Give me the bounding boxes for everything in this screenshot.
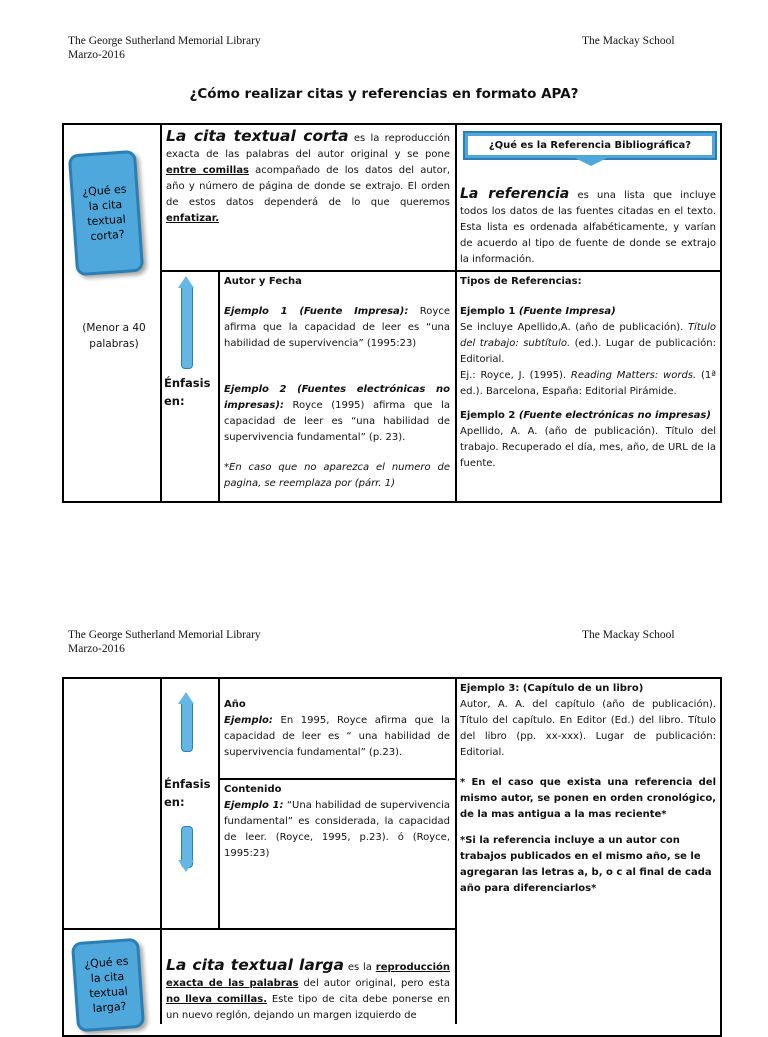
text: es la — [343, 962, 376, 973]
arrow-head-icon — [178, 692, 194, 704]
divider — [62, 928, 455, 930]
header-date: Marzo-2016 — [68, 643, 125, 655]
text: Ejemplo 1 — [460, 306, 516, 317]
menor-label: (Menor a 40 palabras) — [82, 322, 146, 350]
text: En 1995, Royce afirma que la capacidad de leer es “ una habilidad de supervivencia fundamental” (p.23). — [224, 715, 450, 758]
text: del autor original, pero esta — [298, 978, 451, 989]
badge-cita-corta — [68, 150, 144, 276]
arrow-up-icon — [181, 700, 193, 752]
text: Ejemplo 2 — [460, 410, 516, 421]
autor-fecha-label: Autor y Fecha — [224, 276, 302, 287]
divider — [218, 678, 220, 928]
nota-text: *En caso que no aparezca el numero de pagina, se reemplaza por (párr. 1) — [224, 462, 450, 489]
ref-title: La referencia — [460, 186, 570, 202]
arrow-head-icon — [178, 860, 194, 872]
text: Apellido, A. A. (año de publicación). Título del trabajo. Recuperado el día, mes, año, de URL de la fuente. — [460, 426, 716, 469]
library-name: The George Sutherland Memorial Library — [68, 629, 261, 641]
divider — [160, 124, 162, 502]
text: (Fuente Impresa) — [515, 306, 616, 317]
ref-text — [460, 186, 716, 268]
ej3-cell — [460, 681, 716, 897]
text: entre comillas — [166, 165, 250, 176]
cita-larga-text — [166, 957, 450, 1024]
text: (1ª ed.). Barcelona, España: Editorial Pirámide. — [460, 370, 716, 397]
divider — [455, 678, 457, 1024]
text: “Una habilidad de supervivencia fundamental” es considerada, la capacidad de leer. (Royce, 1995, p.23). ó (Royce, 1995:23) — [224, 800, 451, 859]
callout-pointer-icon — [575, 158, 607, 166]
enfasis-label: Énfasis en: — [164, 777, 211, 809]
text: Ejemplo: — [224, 715, 273, 726]
nota-mismo-anio: *Si la referencia incluye a un autor con trabajos publicados en el mismo año, se le agregaran las letras a, b, o c al final de cada año para diferenciarlos* — [460, 835, 712, 894]
text: Autor, A. A. del capítulo (año de publicación). Título del capítulo. En Editor (Ed.) del libro. Título del libro (pp. xx-xxx). Lugar de publicación: Editorial. — [460, 699, 716, 758]
text: Este tipo de cita debe ponerse en un nuevo reglón, dejando un margen izquierdo de — [166, 994, 451, 1021]
header-right: The Mackay School — [582, 35, 675, 47]
text: Royce afirma que la capacidad de leer es “una habilidad de supervivencia” (1995:23) — [224, 306, 450, 349]
tipos-label: Tipos de Referencias: — [460, 276, 582, 287]
text: Ejemplo 2 (Fuentes electrónicas no impresas): — [224, 384, 450, 411]
text: es una lista que incluye todos los datos de las fuentes citadas en el texto. Esta lista es ordenada alfabéticamente, y varían de acuerdo al tipo de fuente de donde se extrajo la información. — [460, 190, 717, 265]
text: (ed.). Lugar de publicación: Editorial. — [460, 338, 716, 365]
text: Ejemplo 1: — [224, 800, 284, 811]
badge-cita-larga — [71, 938, 145, 1033]
ref-callout — [463, 131, 717, 160]
text: Se incluye Apellido,A. (año de publicación). — [460, 322, 688, 333]
header-right: The Mackay School — [582, 629, 675, 641]
text: Reading Matters: words. — [570, 370, 697, 381]
text: reproducción exacta de las palabras — [166, 962, 450, 989]
page-title: ¿Cómo realizar citas y referencias en formato APA? — [189, 86, 579, 102]
divider — [160, 270, 722, 272]
tipos-referencias — [460, 274, 716, 472]
text: es la reproducción exacta de las palabras del autor original y se pone — [166, 133, 450, 160]
text: Ej.: Royce, J. (1995). — [460, 370, 571, 381]
text: no lleva comillas. — [166, 994, 268, 1005]
text: Royce (1995) afirma que la capacidad de leer es “una habilidad de supervivencia fundamental” (p. 23). — [224, 400, 450, 443]
text: acompañado de los datos del autor, año y número de página de donde se extrajo. El orden de estos datos dependerá de lo que queremos — [166, 165, 450, 208]
ref-callout-text: ¿Qué es la Referencia Bibliográfica? — [468, 136, 712, 155]
badge-text: ¿Qué es la cita textual corta? — [81, 182, 127, 244]
text: enfatizar. — [166, 213, 220, 224]
text: (Fuente electrónicas no impresas) — [515, 410, 711, 421]
header-left — [68, 34, 261, 62]
divider — [218, 271, 220, 502]
arrow-head-icon — [178, 276, 194, 288]
divider — [218, 778, 455, 780]
library-name: The George Sutherland Memorial Library — [68, 35, 261, 47]
header-date: Marzo-2016 — [68, 49, 125, 61]
ej3-label: Ejemplo 3: (Capítulo de un libro) — [460, 683, 644, 694]
cita-corta-text — [166, 128, 450, 227]
text: Título del trabajo: subtítulo. — [460, 322, 716, 349]
anio-cell — [224, 697, 450, 761]
badge-text: ¿Qué es la cita textual larga? — [83, 954, 129, 1016]
enfasis-label: Énfasis en: — [164, 376, 211, 408]
header-left — [68, 628, 261, 656]
contenido-cell — [224, 782, 450, 862]
divider — [455, 124, 457, 502]
text: Ejemplo 1 (Fuente Impresa): — [224, 306, 409, 317]
arrow-up-icon — [181, 285, 193, 369]
anio-label: Año — [224, 699, 246, 710]
cita-larga-title: La cita textual larga — [166, 956, 344, 974]
nota-orden: * En el caso que exista una referencia del mismo autor, se ponen en orden cronológico, de la mas antigua a la mas reciente* — [460, 777, 716, 820]
ejemplos-cita — [224, 274, 450, 492]
divider — [160, 678, 162, 1024]
cita-corta-title: La cita textual corta — [166, 127, 349, 145]
contenido-label: Contenido — [224, 784, 282, 795]
